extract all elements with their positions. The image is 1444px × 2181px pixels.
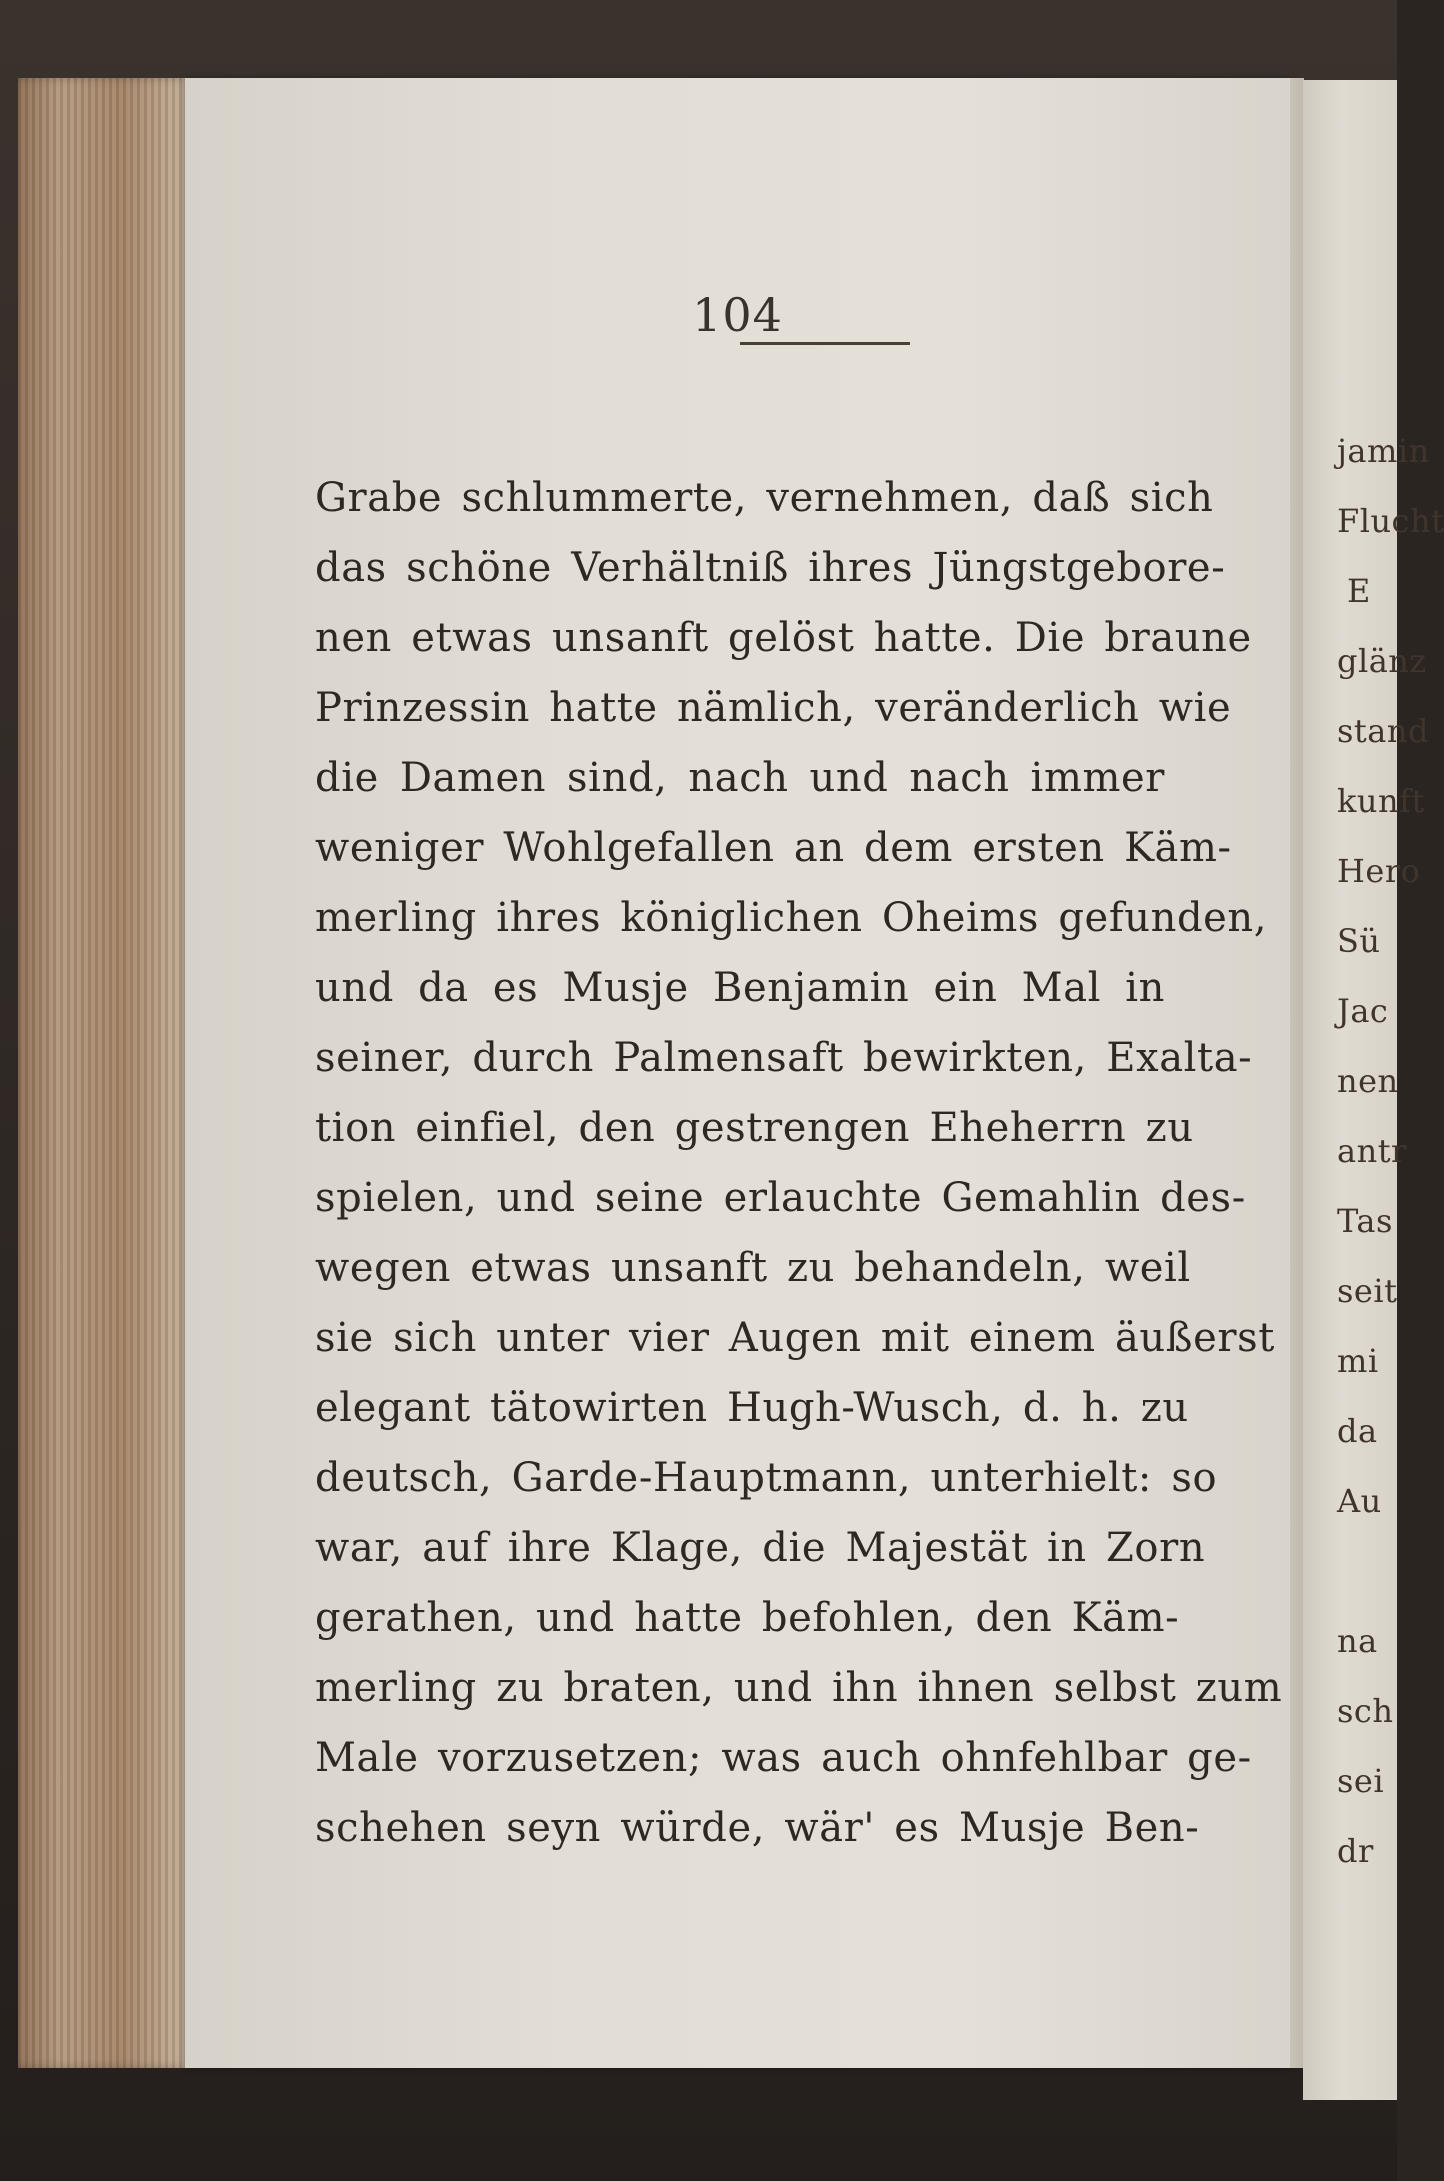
next-page-text: mi <box>1337 1342 1379 1380</box>
next-page-text: dr <box>1337 1832 1374 1870</box>
text-line: seiner, durch Palmensaft bewirkten, Exalta- <box>315 1035 1253 1081</box>
book-page <box>185 78 1290 2068</box>
page-edge-fore-edge <box>18 78 190 2068</box>
text-line: wegen etwas unsanft zu behandeln, weil <box>315 1245 1191 1291</box>
text-line: und da es Musje Benjamin ein Mal in <box>315 965 1165 1011</box>
next-page-text: jamin <box>1337 432 1430 470</box>
text-line: die Damen sind, nach und nach immer <box>315 755 1165 801</box>
text-line: sie sich unter vier Augen mit einem äußerst <box>315 1315 1275 1361</box>
text-line: Male vorzusetzen; was auch ohnfehlbar ge- <box>315 1735 1252 1781</box>
next-page-text: antr <box>1337 1132 1407 1170</box>
text-line: spielen, und seine erlauchte Gemahlin des- <box>315 1175 1246 1221</box>
text-line: das schöne Verhältniß ihres Jüngstgebore- <box>315 545 1226 591</box>
next-page-text: glänz <box>1337 642 1427 680</box>
text-line: merling zu braten, und ihn ihnen selbst zum <box>315 1665 1283 1711</box>
text-line: merling ihres königlichen Oheims gefunden, <box>315 895 1268 941</box>
next-page-text: stand <box>1337 712 1429 750</box>
header-rule <box>740 342 910 345</box>
next-page-text: seit <box>1337 1272 1398 1310</box>
next-page-text: Sü <box>1337 922 1381 960</box>
text-line: gerathen, und hatte befohlen, den Käm- <box>315 1595 1180 1641</box>
next-page-fragment <box>1303 80 1444 2100</box>
text-line: tion einfiel, den gestrengen Eheherrn zu <box>315 1105 1194 1151</box>
next-page-text: Flucht <box>1337 502 1444 540</box>
text-line: war, auf ihre Klage, die Majestät in Zorn <box>315 1525 1206 1571</box>
next-page-text: Au <box>1337 1482 1382 1520</box>
text-line: Grabe schlummerte, vernehmen, daß sich <box>315 475 1214 521</box>
text-line: weniger Wohlgefallen an dem ersten Käm- <box>315 825 1232 871</box>
next-page-text: Hero <box>1337 852 1421 890</box>
page-gutter <box>1290 78 1304 2068</box>
page-body-text <box>315 463 1283 1863</box>
page-number: 104 <box>692 288 783 342</box>
text-line: schehen seyn würde, wär' es Musje Ben- <box>315 1805 1200 1851</box>
next-page-text: da <box>1337 1412 1378 1450</box>
next-page-text: na <box>1337 1622 1378 1660</box>
next-page-text: Jac <box>1337 992 1389 1030</box>
next-page-text: Tas <box>1337 1202 1393 1240</box>
text-line: nen etwas unsanft gelöst hatte. Die braune <box>315 615 1252 661</box>
next-page-text: sei <box>1337 1762 1385 1800</box>
next-page-text: E <box>1347 572 1371 610</box>
next-page-text: kunft <box>1337 782 1425 820</box>
text-line: deutsch, Garde-Hauptmann, unterhielt: so <box>315 1455 1218 1501</box>
text-line: Prinzessin hatte nämlich, veränderlich wie <box>315 685 1232 731</box>
next-page-text: sch <box>1337 1692 1394 1730</box>
next-page-text: nen <box>1337 1062 1399 1100</box>
text-line: elegant tätowirten Hugh-Wusch, d. h. zu <box>315 1385 1189 1431</box>
